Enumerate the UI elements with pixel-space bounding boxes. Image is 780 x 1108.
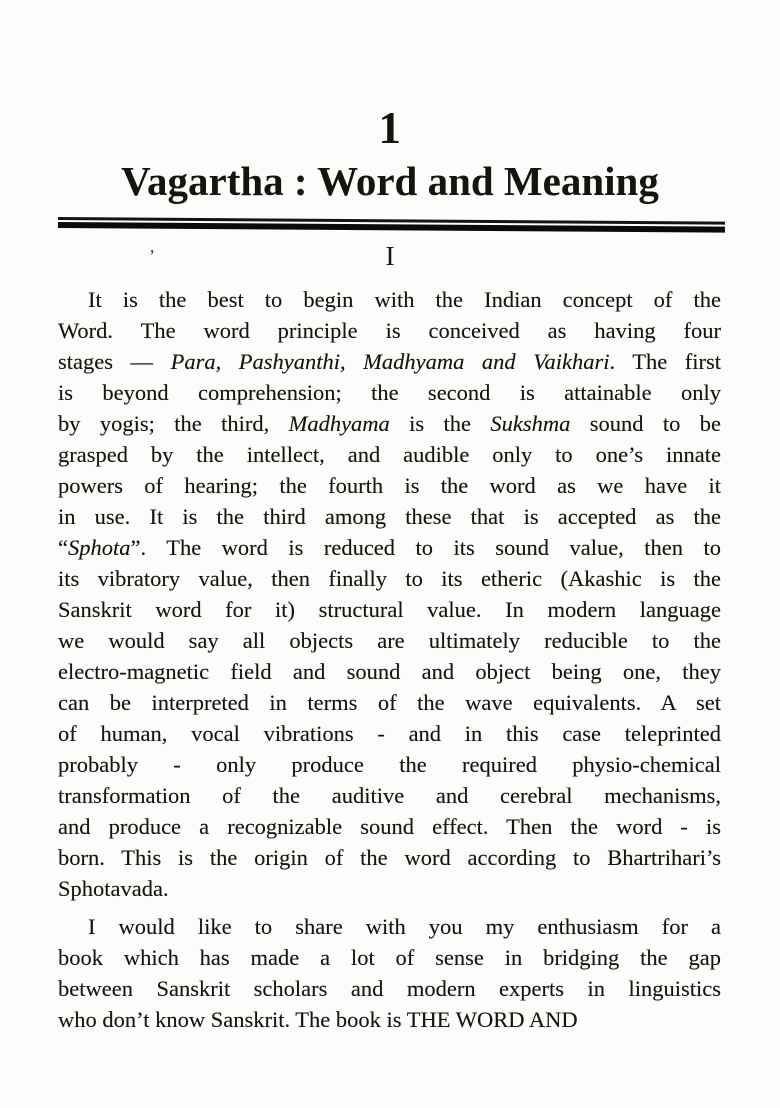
text-run: “: [58, 535, 68, 560]
text-line: [58, 284, 721, 315]
text-run: its vibratory value, then finally to its etheric (Akashic is the: [58, 566, 721, 591]
text-line: [58, 315, 721, 346]
text-line: [58, 346, 721, 377]
text-run: Sanskrit word for it) structural value. In modern language: [58, 597, 721, 622]
divider-thick-line: [58, 222, 725, 233]
text-run: and produce a recognizable sound effect. Then the word - is: [58, 814, 721, 839]
italic-text-run: Madhyama: [288, 411, 390, 436]
text-run: is the: [389, 411, 491, 436]
text-line: [58, 563, 721, 594]
text-line: [58, 470, 721, 501]
text-run: Word. The word principle is conceived as having four: [58, 318, 721, 343]
text-run: transformation of the auditive and cerebral mechanisms,: [58, 783, 721, 808]
text-line: [58, 749, 721, 780]
text-line: [58, 973, 721, 1004]
text-run: by yogis; the third,: [58, 411, 289, 436]
title-divider-rule: [58, 217, 725, 233]
text-run: is beyond comprehension; the second is attainable only: [58, 380, 721, 405]
chapter-number: 1: [378, 103, 402, 153]
text-run: ”. The word is reduced to its sound value, then to: [130, 535, 721, 560]
text-line: [58, 942, 721, 973]
text-line: [58, 532, 721, 563]
text-line: [58, 842, 721, 873]
text-line: [58, 594, 721, 625]
text-run: probably - only produce the required physio-chemical: [58, 752, 721, 777]
chapter-title: Vagartha : Word and Meaning: [121, 158, 659, 204]
text-line: [58, 873, 721, 904]
text-run: we would say all objects are ultimately reducible to the: [58, 628, 721, 653]
text-run: of human, vocal vibrations - and in this case teleprinted: [58, 721, 721, 746]
text-run: powers of hearing; the fourth is the word as we have it: [58, 473, 721, 498]
section-marker: I: [385, 241, 395, 271]
paragraph: [58, 911, 721, 1035]
text-line: [58, 911, 721, 942]
text-line: [58, 1004, 721, 1035]
paragraph: [58, 284, 721, 904]
italic-text-run: Sukshma: [490, 411, 571, 436]
text-line: [58, 811, 721, 842]
text-run: grasped by the intellect, and audible only to one’s innate: [58, 442, 721, 467]
text-run: I would like to share with you my enthusiasm for a: [88, 914, 721, 939]
text-run: born. This is the origin of the word according to Bhartrihari’s: [58, 845, 721, 870]
italic-text-run: Para, Pashyanthi, Madhyama and Vaikhari: [170, 349, 610, 374]
text-line: [58, 377, 721, 408]
stray-scan-mark: ’: [149, 246, 155, 266]
text-line: [58, 439, 721, 470]
text-run: sound to be: [570, 411, 721, 436]
text-run: stages —: [58, 349, 171, 374]
text-line: [58, 656, 721, 687]
text-line: [58, 408, 721, 439]
text-run: who don’t know Sanskrit. The book is THE WORD AND: [58, 1007, 578, 1032]
text-line: [58, 687, 721, 718]
text-line: [58, 625, 721, 656]
italic-text-run: Sphota: [68, 535, 131, 560]
text-run: can be interpreted in terms of the wave equivalents. A set: [58, 690, 721, 715]
text-line: [58, 501, 721, 532]
body-text: [58, 284, 721, 1035]
text-run: in use. It is the third among these that is accepted as the: [58, 504, 721, 529]
text-run: . The first: [609, 349, 721, 374]
text-run: electro-magnetic field and sound and object being one, they: [58, 659, 721, 684]
text-line: [58, 718, 721, 749]
text-run: It is the best to begin with the Indian concept of the: [88, 287, 721, 312]
text-run: book which has made a lot of sense in bridging the gap: [58, 945, 721, 970]
text-run: between Sanskrit scholars and modern experts in linguistics: [58, 976, 721, 1001]
text-line: [58, 780, 721, 811]
text-run: Sphotavada.: [58, 876, 169, 901]
